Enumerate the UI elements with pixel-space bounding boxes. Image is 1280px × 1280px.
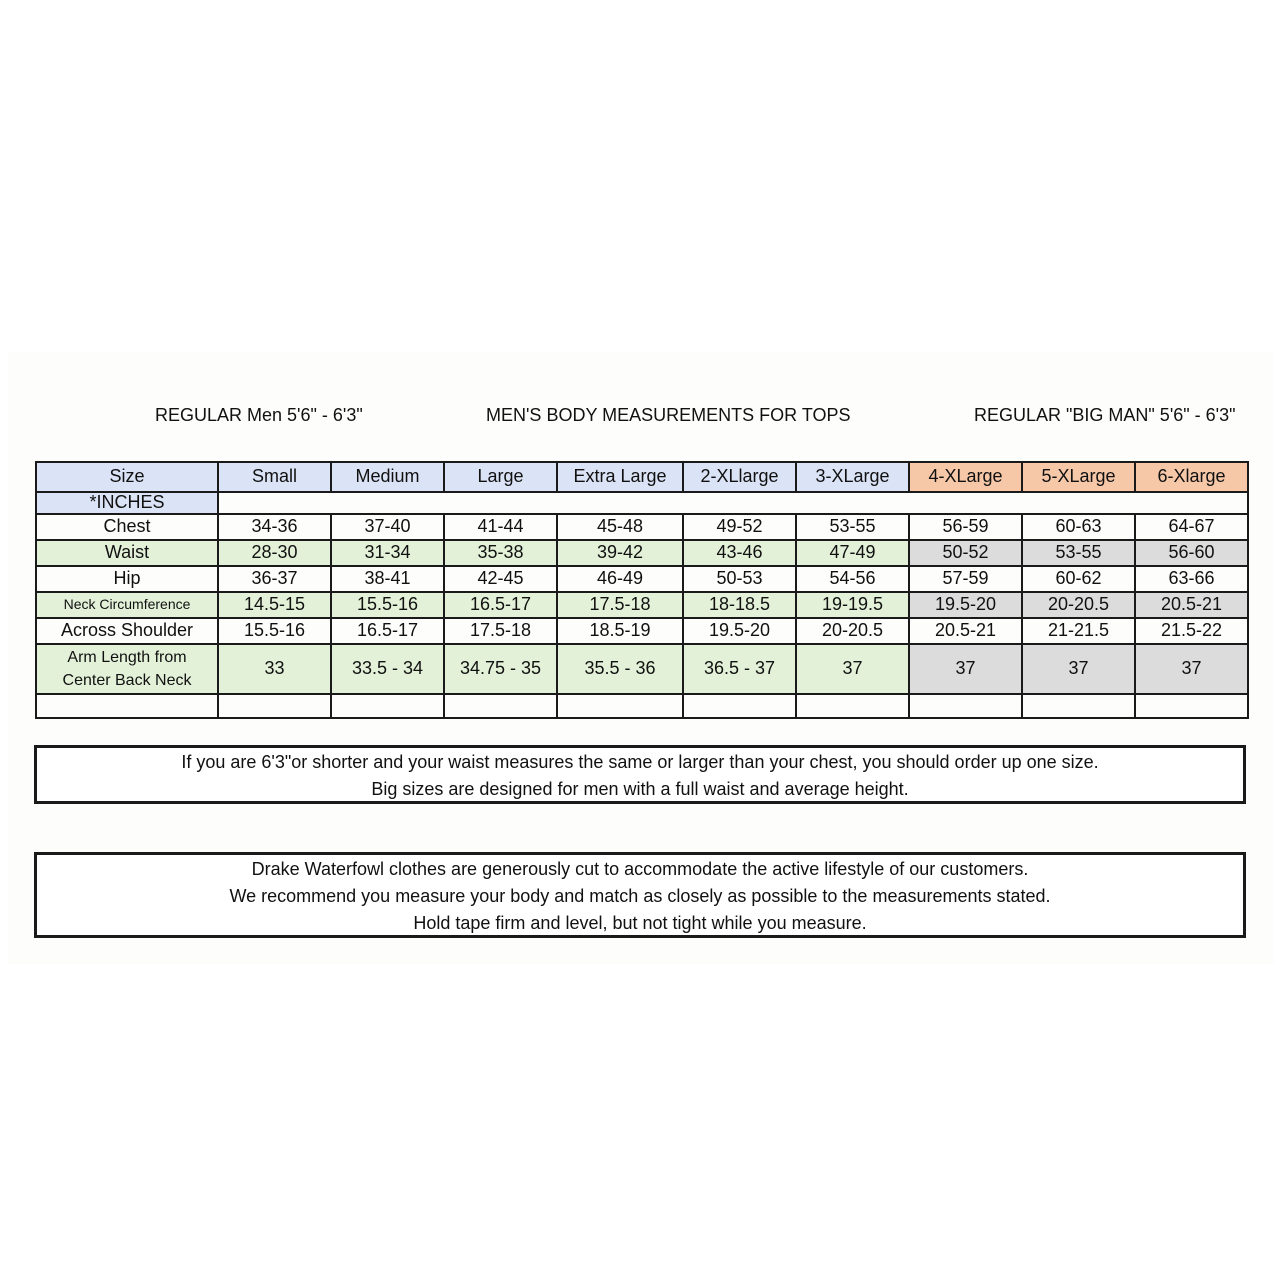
table-row: [36, 644, 1248, 694]
table-cell: 42-45: [444, 566, 557, 592]
units-row-blank: [218, 492, 1248, 514]
size-column-header: Size: [36, 462, 218, 492]
empty-row: [36, 694, 1248, 718]
table-cell: 47-49: [796, 540, 909, 566]
table-cell: 20-20.5: [1022, 592, 1135, 618]
table-header-row: [36, 462, 1248, 492]
table-row: [36, 618, 1248, 644]
table-cell: 39-42: [557, 540, 683, 566]
empty-cell: [36, 694, 218, 718]
table-cell: 38-41: [331, 566, 444, 592]
size-header-small: Small: [218, 462, 331, 492]
empty-cell: [683, 694, 796, 718]
table-cell: 57-59: [909, 566, 1022, 592]
table-cell: 33: [218, 644, 331, 694]
row-label: Hip: [36, 566, 218, 592]
table-cell: 49-52: [683, 514, 796, 540]
size-header-5xl: 5-XLarge: [1022, 462, 1135, 492]
table-cell: 37: [1135, 644, 1248, 694]
table-cell: 50-52: [909, 540, 1022, 566]
size-header-medium: Medium: [331, 462, 444, 492]
note-line: Big sizes are designed for men with a full waist and average height.: [371, 779, 909, 799]
table-cell: 37: [796, 644, 909, 694]
table-cell: 34.75 - 35: [444, 644, 557, 694]
table-cell: 60-63: [1022, 514, 1135, 540]
empty-cell: [909, 694, 1022, 718]
row-label: Chest: [36, 514, 218, 540]
table-cell: 19.5-20: [909, 592, 1022, 618]
table-cell: 37: [1022, 644, 1135, 694]
table-cell: 46-49: [557, 566, 683, 592]
table-cell: 17.5-18: [444, 618, 557, 644]
page-title: MEN'S BODY MEASUREMENTS FOR TOPS: [486, 405, 851, 425]
big-man-heading: REGULAR "BIG MAN" 5'6" - 6'3": [974, 405, 1236, 425]
size-header-3xl: 3-XLarge: [796, 462, 909, 492]
table-cell: 19-19.5: [796, 592, 909, 618]
note-line: Drake Waterfowl clothes are generously cut to accommodate the active lifestyle of our customers.: [251, 859, 1029, 879]
table-cell: 41-44: [444, 514, 557, 540]
regular-men-heading: REGULAR Men 5'6" - 6'3": [155, 405, 363, 425]
table-cell: 31-34: [331, 540, 444, 566]
size-header-2xl: 2-XLlarge: [683, 462, 796, 492]
table-cell: 20.5-21: [909, 618, 1022, 644]
row-label-line: Arm Length from: [67, 649, 187, 666]
table-cell: 35.5 - 36: [557, 644, 683, 694]
table-cell: 53-55: [1022, 540, 1135, 566]
row-label: [36, 644, 218, 694]
table-cell: 16.5-17: [444, 592, 557, 618]
empty-cell: [1135, 694, 1248, 718]
row-label: Neck Circumference: [36, 592, 218, 618]
empty-cell: [218, 694, 331, 718]
table-cell: 35-38: [444, 540, 557, 566]
table-cell: 15.5-16: [331, 592, 444, 618]
empty-cell: [331, 694, 444, 718]
table-cell: 64-67: [1135, 514, 1248, 540]
table-row: [36, 566, 1248, 592]
table-cell: 33.5 - 34: [331, 644, 444, 694]
table-cell: 17.5-18: [557, 592, 683, 618]
table-row: [36, 540, 1248, 566]
table-row: [36, 514, 1248, 540]
row-label-line: Center Back Neck: [62, 672, 192, 689]
table-cell: 14.5-15: [218, 592, 331, 618]
table-cell: 18.5-19: [557, 618, 683, 644]
table-cell: 56-60: [1135, 540, 1248, 566]
units-row: [36, 492, 1248, 514]
table-row: [36, 592, 1248, 618]
table-cell: 36.5 - 37: [683, 644, 796, 694]
table-cell: 43-46: [683, 540, 796, 566]
table-cell: 15.5-16: [218, 618, 331, 644]
units-label: *INCHES: [36, 492, 218, 514]
table-cell: 20.5-21: [1135, 592, 1248, 618]
empty-cell: [444, 694, 557, 718]
table-cell: 53-55: [796, 514, 909, 540]
empty-cell: [557, 694, 683, 718]
note-line: We recommend you measure your body and match as closely as possible to the measurements stated.: [229, 886, 1051, 906]
table-cell: 20-20.5: [796, 618, 909, 644]
size-header-extra-large: Extra Large: [557, 462, 683, 492]
sizing-advice-note: [34, 745, 1246, 804]
table-cell: 63-66: [1135, 566, 1248, 592]
table-cell: 21-21.5: [1022, 618, 1135, 644]
note-line: Hold tape firm and level, but not tight while you measure.: [413, 913, 867, 933]
table-cell: 34-36: [218, 514, 331, 540]
table-cell: 21.5-22: [1135, 618, 1248, 644]
note-line: If you are 6'3"or shorter and your waist measures the same or larger than your chest, you should order up one size.: [181, 752, 1099, 772]
table-cell: 18-18.5: [683, 592, 796, 618]
table-cell: 60-62: [1022, 566, 1135, 592]
size-header-6xl: 6-Xlarge: [1135, 462, 1248, 492]
table-cell: 50-53: [683, 566, 796, 592]
table-cell: 16.5-17: [331, 618, 444, 644]
table-cell: 36-37: [218, 566, 331, 592]
size-header-4xl: 4-XLarge: [909, 462, 1022, 492]
empty-cell: [1022, 694, 1135, 718]
table-cell: 37: [909, 644, 1022, 694]
table-cell: 37-40: [331, 514, 444, 540]
empty-cell: [796, 694, 909, 718]
fit-info-note: [34, 852, 1246, 938]
row-label: Across Shoulder: [36, 618, 218, 644]
size-header-large: Large: [444, 462, 557, 492]
table-cell: 28-30: [218, 540, 331, 566]
size-chart-table: [35, 461, 1249, 719]
table-cell: 56-59: [909, 514, 1022, 540]
table-cell: 45-48: [557, 514, 683, 540]
table-cell: 19.5-20: [683, 618, 796, 644]
row-label: Waist: [36, 540, 218, 566]
table-cell: 54-56: [796, 566, 909, 592]
